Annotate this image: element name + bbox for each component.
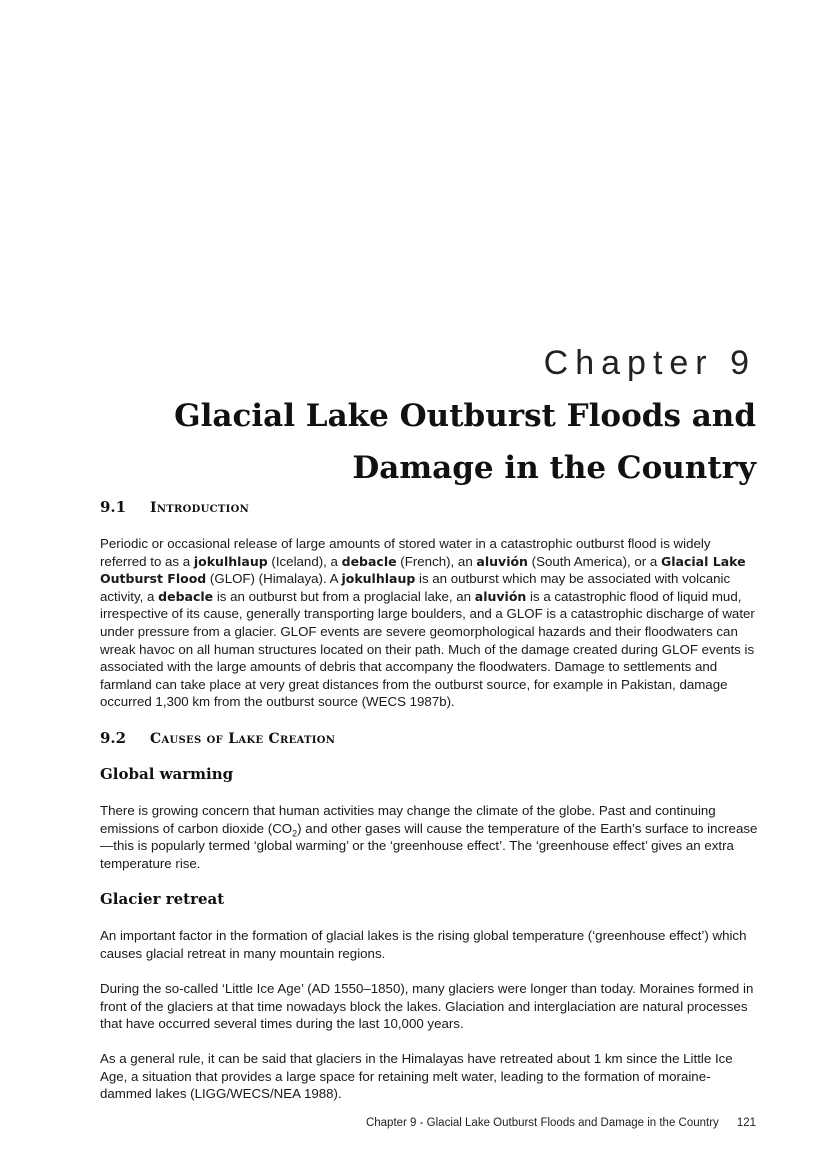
- text-run: (South America), or a: [527, 553, 661, 569]
- intro-paragraph: [100, 535, 758, 711]
- subscript: 2: [292, 828, 298, 839]
- text-run: (GLOF) (Himalaya). A: [206, 571, 342, 587]
- page-footer: [366, 1117, 756, 1129]
- bold-term: debacle: [341, 553, 397, 569]
- section-heading-introduction: [100, 498, 249, 516]
- glacier-retreat-paragraph-3: As a general rule, it can be said that glaciers in the Himalayas have retreated about 1 km since the Little Ice Age, a situation that provides a large space for retaining melt water, leading to the formation of moraine-dammed lakes (LIGG/WECS/NEA 1988).: [100, 1051, 733, 1102]
- chapter-title: [100, 390, 756, 494]
- document-page: [100, 0, 756, 1170]
- text-run: There is growing concern that human activities may change the climate of the globe. Past and continuing emissions of carbon dioxide (CO: [100, 803, 716, 836]
- section-title: Introduction: [150, 500, 250, 516]
- subheading-glacier-retreat: Glacier retreat: [100, 890, 225, 908]
- section-title: Causes of Lake Creation: [150, 731, 336, 747]
- text-run: Periodic or occasional release of large amounts of stored water in a catastrophic outburst flood is widely referred to as a: [100, 536, 711, 569]
- bold-term: jokulhlaup: [193, 553, 268, 569]
- glacier-retreat-paragraph-1: An important factor in the formation of glacial lakes is the rising global temperature (‘greenhouse effect’) which causes glacial retreat in many mountain regions.: [100, 928, 747, 961]
- glacier-retreat-paragraph-2: During the so-called ‘Little Ice Age’ (AD 1550–1850), many glaciers were longer than today. Moraines formed in front of the glaciers at that time nowadays block the lakes. Glaciation and interglaciation are natural processes that have occurred several times during the last 10,000 years.: [100, 981, 754, 1032]
- global-warming-paragraph: [100, 802, 758, 872]
- chapter-title-line-2: Damage in the Country: [352, 450, 756, 486]
- chapter-label: Chapter 9: [543, 344, 756, 382]
- bold-term: aluvión: [476, 553, 528, 569]
- bold-term: jokulhlaup: [341, 571, 416, 587]
- section-heading-causes: [100, 729, 335, 747]
- text-run: is an outburst but from a proglacial lake, an: [213, 588, 475, 604]
- running-title: Chapter 9 - Glacial Lake Outburst Floods and Damage in the Country: [365, 1117, 719, 1129]
- bold-term: debacle: [158, 588, 214, 604]
- text-run: (French), an: [396, 553, 477, 569]
- section-number: 9.2: [100, 729, 127, 747]
- text-run: ) and other gases will cause the temperature of the Earth’s surface to increase—this is popularly termed ‘global warming’ or the ‘greenhouse effect’. The ‘greenhouse effect’ gives an extra temperature rise.: [100, 820, 758, 871]
- text-run: is a catastrophic flood of liquid mud, irrespective of its cause, generally transporting large boulders, and a GLOF is a catastrophic discharge of water under pressure from a glacier. GLOF events are severe geomorphological hazards and their floodwaters can wreak havoc on all human structures located on their path. Much of the damage created during GLOF events is associated with the large amounts of debris that accompany the floodwaters. Damage to settlements and farmland can take place at very great distances from the outburst source, for example in Pakistan, damage occurred 1,300 km from the outburst source (WECS 1987b).: [100, 588, 755, 710]
- chapter-title-line-1: Glacial Lake Outburst Floods and: [174, 398, 756, 434]
- section-number: 9.1: [100, 498, 127, 516]
- text-run: (Iceland), a: [267, 553, 342, 569]
- bold-term: aluvión: [474, 588, 527, 604]
- subheading-global-warming: Global warming: [100, 765, 234, 783]
- text-run: is an outburst which may be associated with volcanic activity, a: [100, 571, 731, 604]
- page-number: 121: [736, 1117, 756, 1129]
- bold-term: Glacial Lake Outburst Flood: [100, 553, 746, 587]
